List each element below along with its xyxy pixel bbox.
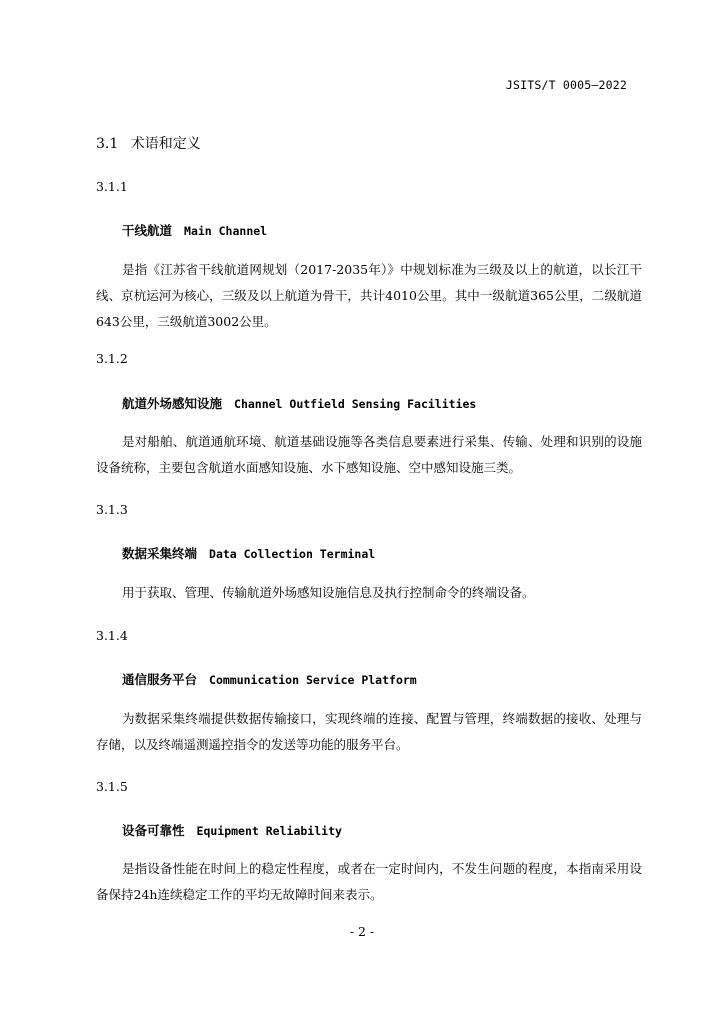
term-heading (122, 821, 342, 839)
term-heading (122, 394, 476, 412)
term-definition: 是指《江苏省干线航道网规划（2017-2035年）》中规划标准为三级及以上的航道，以长江干线、京杭运河为核心，三级及以上航道为骨干，共计4010公里。其中一级航道365公里，二级航道643公里，三级航道3002公里。 (96, 262, 642, 329)
term-chinese: 数据采集终端 (122, 546, 198, 561)
page-number: - 2 - (349, 924, 375, 939)
clause-number: 3.1.4 (96, 628, 128, 643)
term-definition: 用于获取、管理、传输航道外场感知设施信息及执行控制命令的终端设备。 (122, 585, 535, 600)
term-english: Communication Service Platform (209, 673, 417, 687)
term-heading (122, 544, 375, 562)
term-english: Channel Outfield Sensing Facilities (234, 397, 477, 411)
term-english: Main Channel (184, 224, 268, 238)
term-chinese: 干线航道 (122, 223, 173, 238)
clause-number: 3.1.1 (96, 179, 128, 194)
section-heading (96, 133, 201, 153)
section-title: 术语和定义 (130, 136, 201, 152)
clause-number: 3.1.5 (96, 779, 128, 794)
standard-code: JSITS/T 0005—2022 (505, 78, 627, 92)
term-definition: 是对船舶、航道通航环境、航道基础设施等各类信息要素进行采集、传输、处理和识别的设施设备统称，主要包含航道水面感知设施、水下感知设施、空中感知设施三类。 (96, 434, 642, 475)
term-english: Equipment Reliability (196, 824, 342, 838)
clause-number: 3.1.2 (96, 351, 128, 366)
term-definition: 为数据采集终端提供数据传输接口，实现终端的连接、配置与管理，终端数据的接收、处理与存储，以及终端遥测遥控指令的发送等功能的服务平台。 (96, 711, 642, 752)
term-chinese: 通信服务平台 (122, 672, 198, 687)
section-number: 3.1 (96, 136, 119, 152)
term-heading (122, 670, 417, 688)
term-heading (122, 221, 267, 239)
term-definition: 是指设备性能在时间上的稳定性程度，或者在一定时间内，不发生问题的程度，本指南采用设备保持24h连续稳定工作的平均无故障时间来表示。 (96, 861, 642, 902)
term-chinese: 航道外场感知设施 (122, 396, 223, 411)
clause-number: 3.1.3 (96, 502, 128, 517)
term-chinese: 设备可靠性 (122, 823, 185, 838)
term-english: Data Collection Terminal (209, 547, 376, 561)
